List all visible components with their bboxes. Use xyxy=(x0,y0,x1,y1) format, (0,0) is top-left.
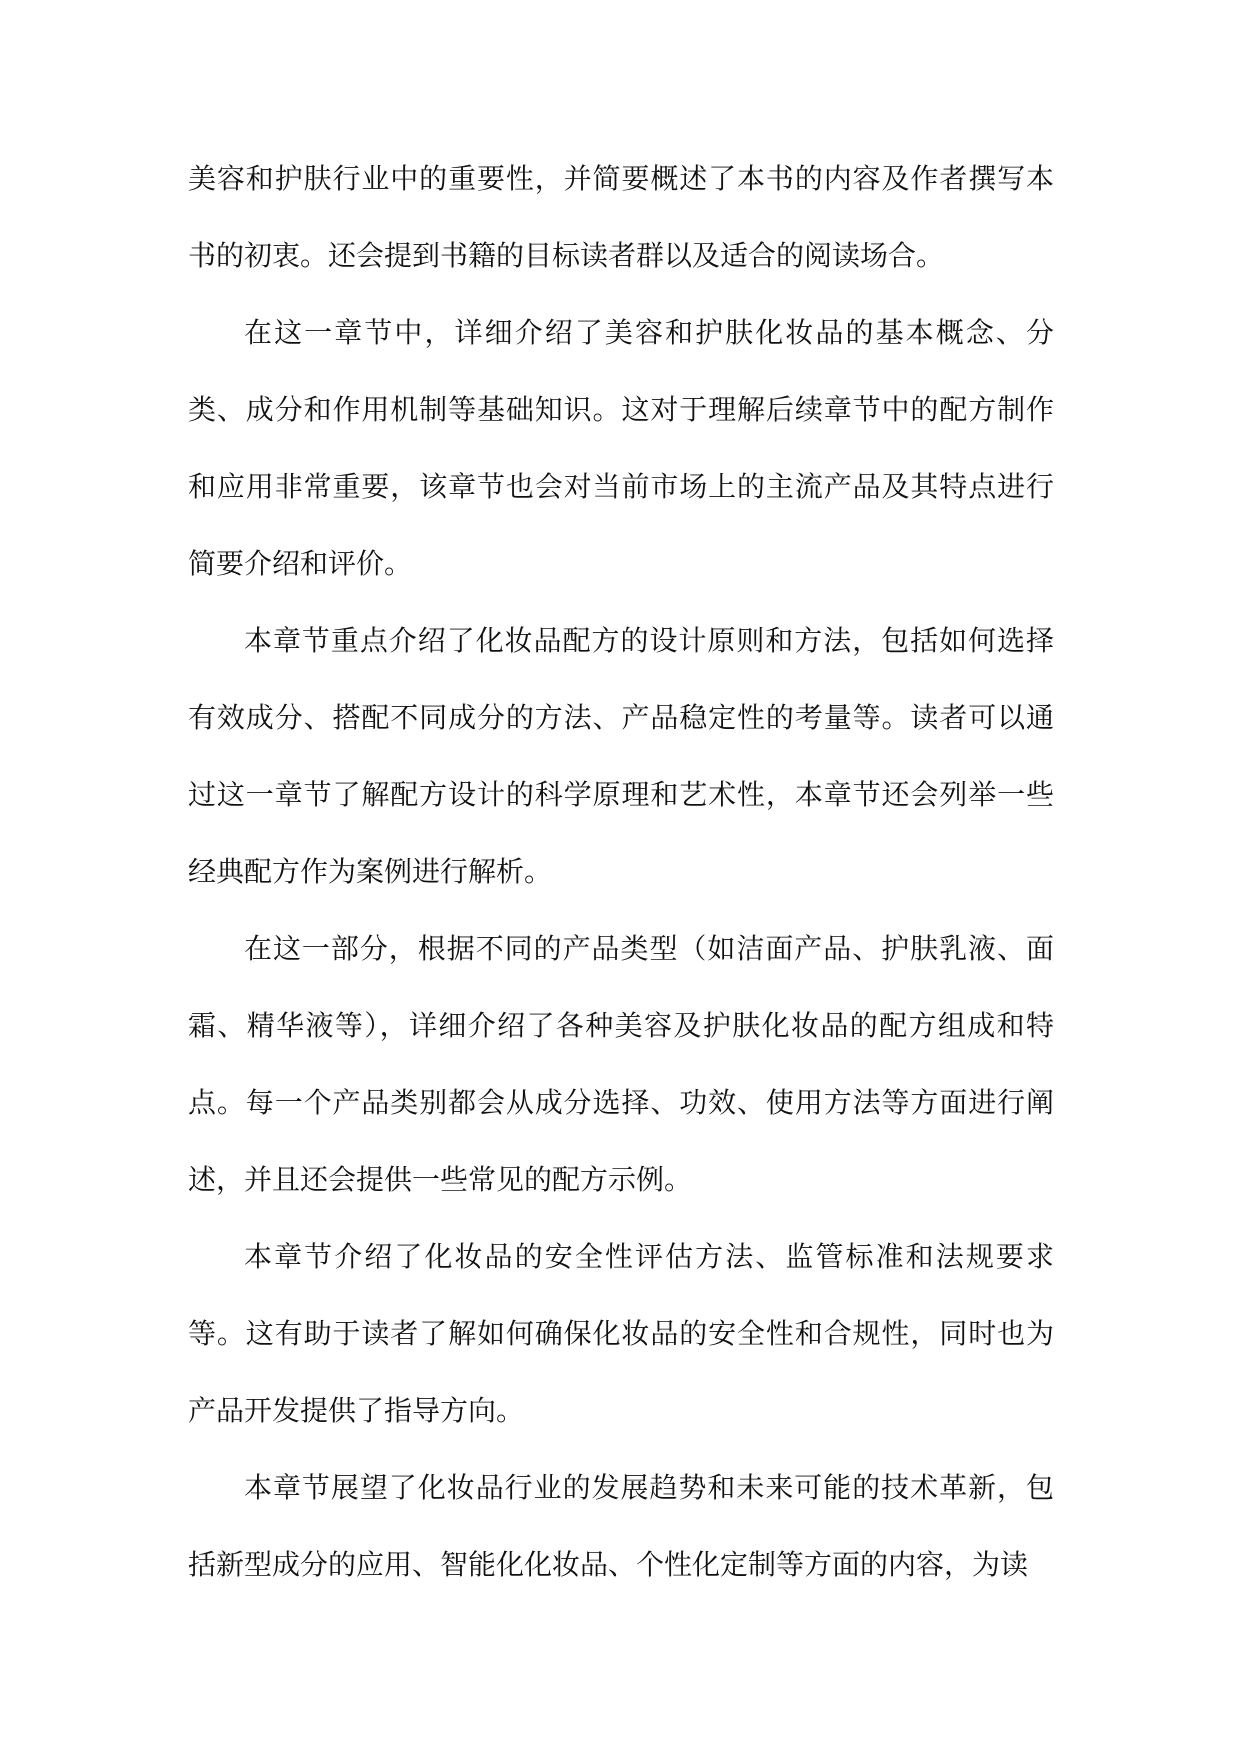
paragraph: 美容和护肤行业中的重要性，并简要概述了本书的内容及作者撰写本书的初衷。还会提到书籍的目标读者群以及适合的阅读场合。 xyxy=(188,162,1054,272)
body-text xyxy=(188,140,1054,1603)
paragraph: 本章节重点介绍了化妆品配方的设计原则和方法，包括如何选择有效成分、搭配不同成分的方法、产品稳定性的考量等。读者可以通过这一章节了解配方设计的科学原理和艺术性，本章节还会列举一些经典配方作为案例进行解析。 xyxy=(188,624,1054,888)
paragraph: 在这一部分，根据不同的产品类型（如洁面产品、护肤乳液、面霜、精华液等），详细介绍了各种美容及护肤化妆品的配方组成和特点。每一个产品类别都会从成分选择、功效、使用方法等方面进行阐述，并且还会提供一些常见的配方示例。 xyxy=(188,932,1054,1196)
paragraph: 本章节介绍了化妆品的安全性评估方法、监管标准和法规要求等。这有助于读者了解如何确保化妆品的安全性和合规性，同时也为产品开发提供了指导方向。 xyxy=(188,1240,1054,1427)
paragraph: 本章节展望了化妆品行业的发展趋势和未来可能的技术革新，包括新型成分的应用、智能化化妆品、个性化定制等方面的内容，为读 xyxy=(188,1471,1054,1581)
paragraph: 在这一章节中，详细介绍了美容和护肤化妆品的基本概念、分类、成分和作用机制等基础知识。这对于理解后续章节中的配方制作和应用非常重要，该章节也会对当前市场上的主流产品及其特点进行简要介绍和评价。 xyxy=(188,316,1054,580)
